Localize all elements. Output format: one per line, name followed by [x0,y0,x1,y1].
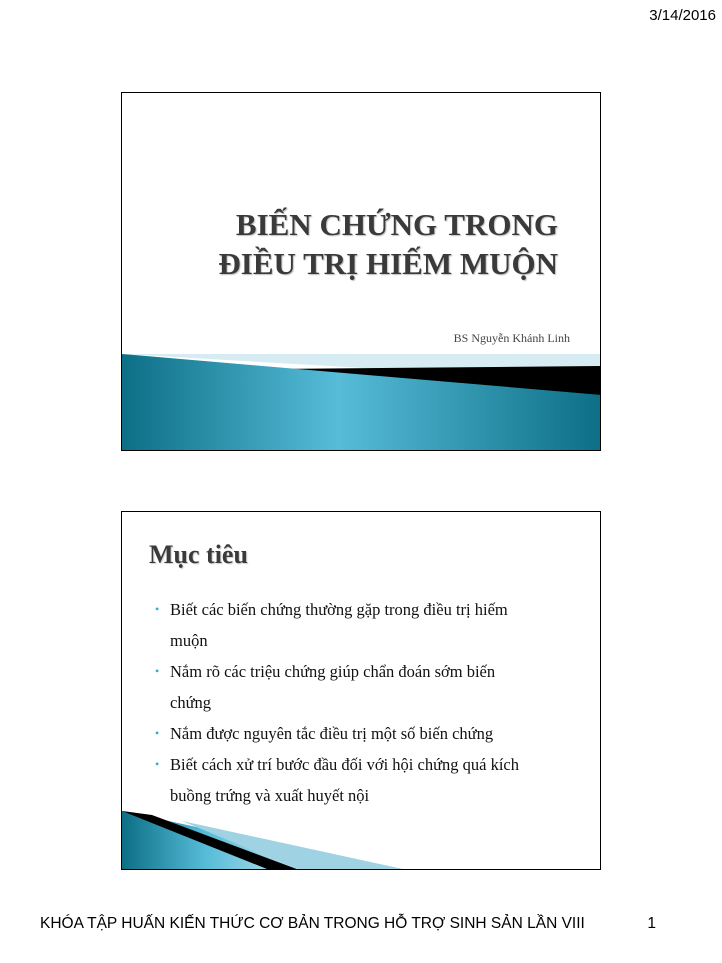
slide-1-author: BS Nguyễn Khánh Linh [453,331,570,345]
objective-list [155,594,575,811]
slide-1-title-line-1: BIẾN CHỨNG TRONG [235,207,558,242]
print-date: 3/14/2016 [649,7,716,24]
objective-item: • Nắm rõ các triệu chứng giúp chẩn đoán sớm biến chứng [155,656,575,718]
objective-item: • Biết các biến chứng thường gặp trong điều trị hiếm muộn [155,594,575,656]
objective-item: • Biết cách xử trí bước đầu đối với hội chứng quá kích buồng trứng và xuất huyết nội [155,749,575,811]
slide-1-title [218,205,558,283]
page-number: 1 [647,915,656,932]
bullet-icon: • [155,664,160,678]
slide-1-title-line-2: ĐIỀU TRỊ HIẾM MUỘN [218,246,558,281]
slide-2-thumbnail [121,511,601,870]
bullet-icon: • [155,726,160,740]
slide-1-wave-graphic [122,351,601,451]
footer-text: KHÓA TẬP HUẤN KIẾN THỨC CƠ BẢN TRONG HỖ TRỢ SINH SẢN LẦN VIII [40,915,585,932]
slide-2-title: Mục tiêu [149,540,248,569]
objective-item: • Nắm được nguyên tắc điều trị một số biến chứng [155,718,575,749]
bullet-icon: • [155,757,160,771]
slide-1-thumbnail [121,92,601,451]
bullet-icon: • [155,602,160,616]
slide-2-wave-graphic [122,811,601,870]
